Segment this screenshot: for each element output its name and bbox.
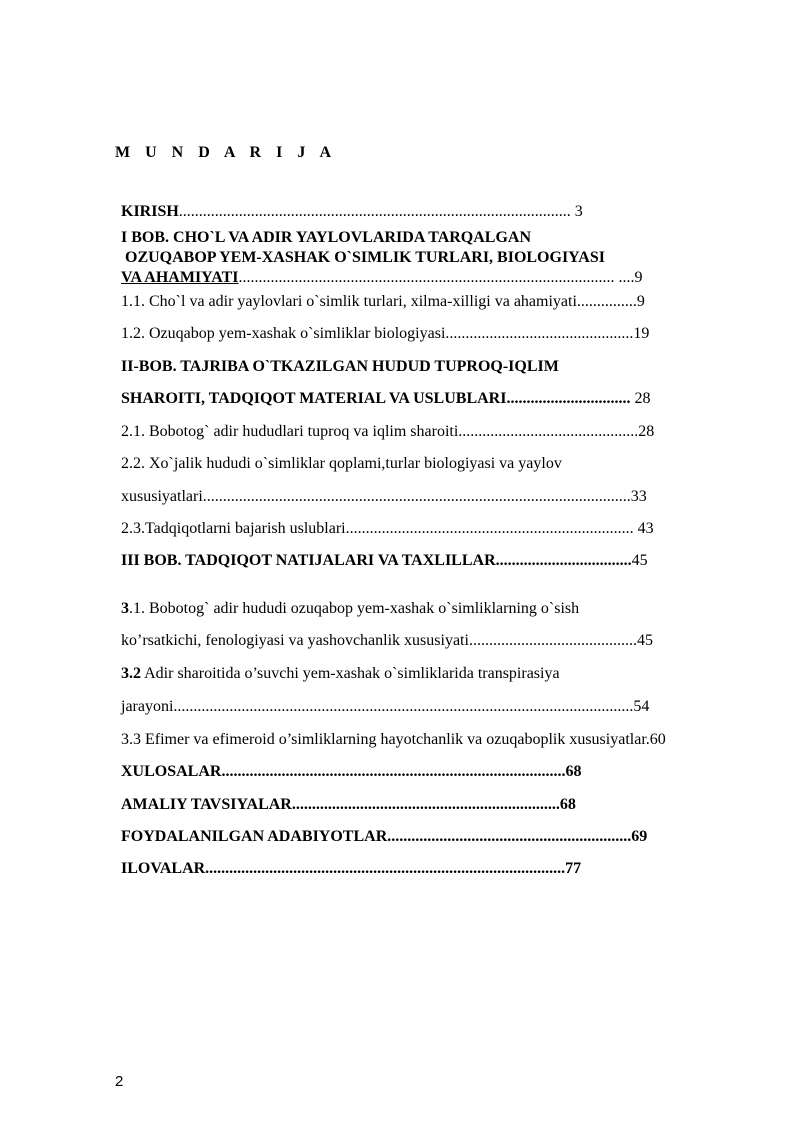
toc-page: 45 <box>631 552 648 569</box>
toc-section-2-2-line-1[interactable]: 2.2. Xo`jalik hududi o`simliklar qoplami,turlar biologiyasi va yaylov <box>121 455 562 472</box>
toc-leader: .......................................................................................... <box>205 860 566 877</box>
toc-leader: ............................................. <box>458 423 639 440</box>
toc-chapter-1-line-1[interactable]: I BOB. CHO`L VA ADIR YAYLOVLARIDA TARQALGAN <box>121 229 532 246</box>
toc-entry-xulosalar[interactable] <box>121 762 581 782</box>
toc-leader: ...................................................................................... <box>221 763 566 780</box>
toc-leader: ............................... <box>506 390 631 407</box>
toc-page: 19 <box>633 325 650 342</box>
toc-label: SHAROITI, TADQIQOT MATERIAL VA USLUBLARI <box>121 390 507 407</box>
toc-section-2-3[interactable] <box>121 519 654 539</box>
toc-label: Adir sharoitida o’suvchi yem-xashak o`simliklarida transpirasiya <box>141 665 560 682</box>
toc-section-3-1-line-2[interactable] <box>121 631 653 651</box>
toc-leader: ............................................................. <box>387 828 632 845</box>
toc-leader: ............................................... <box>445 325 634 342</box>
page-number: 2 <box>115 1073 124 1090</box>
toc-label: ILOVALAR <box>121 860 206 877</box>
toc-label: jarayoni <box>121 698 174 715</box>
toc-section-3-3[interactable]: 3.3 Efimer va efimeroid o’simliklarning hayotchanlik va ozuqaboplik xususiyatlar.60 <box>121 731 666 748</box>
toc-page: 54 <box>633 698 650 715</box>
toc-page: ....9 <box>614 269 643 286</box>
toc-section-3-2-line-1[interactable] <box>121 664 560 684</box>
toc-chapter-3[interactable] <box>121 551 648 571</box>
toc-entry-ilovalar[interactable] <box>121 859 581 879</box>
toc-leader: ............... <box>576 293 637 310</box>
toc-page: 69 <box>631 828 648 845</box>
toc-page: 68 <box>565 763 582 780</box>
toc-label: xususiyatlari <box>121 488 203 505</box>
toc-section-2-2-line-2[interactable] <box>121 487 647 507</box>
toc-label: FOYDALANILGAN ADABIYOTLAR <box>121 828 388 845</box>
toc-label: ko’rsatkichi, fenologiyasi va yashovchanlik xususiyati <box>121 632 469 649</box>
toc-label: 1.1. Cho`l va adir yaylovlari o`simlik turlari, xilma-xilligi va ahamiyati <box>121 293 577 310</box>
toc-page: 33 <box>630 488 647 505</box>
document-title: M U N D A R I J A <box>115 144 337 161</box>
toc-label: VA AHAMIYATI <box>121 269 239 286</box>
toc-label: 1.2. Ozuqabop yem-xashak o`simliklar biologiyasi <box>121 325 446 342</box>
toc-page: 9 <box>636 293 645 310</box>
toc-label: 2.1. Bobotog` adir hududlari tuproq va iqlim sharoiti <box>121 423 459 440</box>
toc-leader: .................................. <box>495 552 632 569</box>
toc-section-2-1[interactable] <box>121 422 654 442</box>
toc-entry-foydalanilgan-adabiyotlar[interactable] <box>121 827 647 847</box>
toc-section-1-2[interactable] <box>121 324 649 344</box>
toc-leader: ........................................................................................................... <box>202 488 631 505</box>
toc-section-number: 3 <box>121 600 129 617</box>
toc-page: 43 <box>633 520 654 537</box>
toc-label: 2.3.Tadqiqotlarni bajarish uslublari <box>121 520 346 537</box>
toc-page: 68 <box>559 796 576 813</box>
toc-label: AMALIY TAVSIYALAR <box>121 796 292 813</box>
toc-leader: ................................................................................................................... <box>173 698 634 715</box>
toc-chapter-2-line-2[interactable] <box>121 389 650 409</box>
toc-section-1-1[interactable] <box>121 292 645 312</box>
toc-label: XULOSALAR <box>121 763 222 780</box>
toc-leader: .................................................................................................. <box>178 203 571 220</box>
toc-label: .1. Bobotog` adir hududi ozuqabop yem-xashak o`simliklarning o`sish <box>129 600 580 617</box>
toc-page: 3 <box>570 203 583 220</box>
toc-page: 28 <box>638 423 655 440</box>
toc-leader: ........................................................................ <box>345 520 634 537</box>
toc-page: 28 <box>630 390 651 407</box>
toc-section-3-2-line-2[interactable] <box>121 697 649 717</box>
toc-chapter-2-line-1[interactable]: II-BOB. TAJRIBA O`TKAZILGAN HUDUD TUPROQ-IQLIM <box>121 358 559 375</box>
toc-section-3-1-line-1[interactable] <box>121 599 579 619</box>
toc-label: III BOB. TADQIQOT NATIJALARI VA TAXLILLAR <box>121 552 496 569</box>
toc-page: 45 <box>636 632 653 649</box>
toc-entry-kirish[interactable] <box>121 202 583 222</box>
toc-chapter-1-line-3[interactable] <box>121 268 643 288</box>
toc-leader: .............................................................................................. <box>238 269 615 286</box>
toc-page: 77 <box>565 860 582 877</box>
toc-leader: ................................................................... <box>291 796 560 813</box>
toc-entry-amaliy-tavsiyalar[interactable] <box>121 795 576 815</box>
toc-label: KIRISH <box>121 203 179 220</box>
toc-leader: .......................................... <box>468 632 637 649</box>
toc-chapter-1-line-2[interactable]: OZUQABOP YEM-XASHAK O`SIMLIK TURLARI, BIOLOGIYASI <box>125 249 605 266</box>
toc-section-number: 3.2 <box>121 665 141 682</box>
